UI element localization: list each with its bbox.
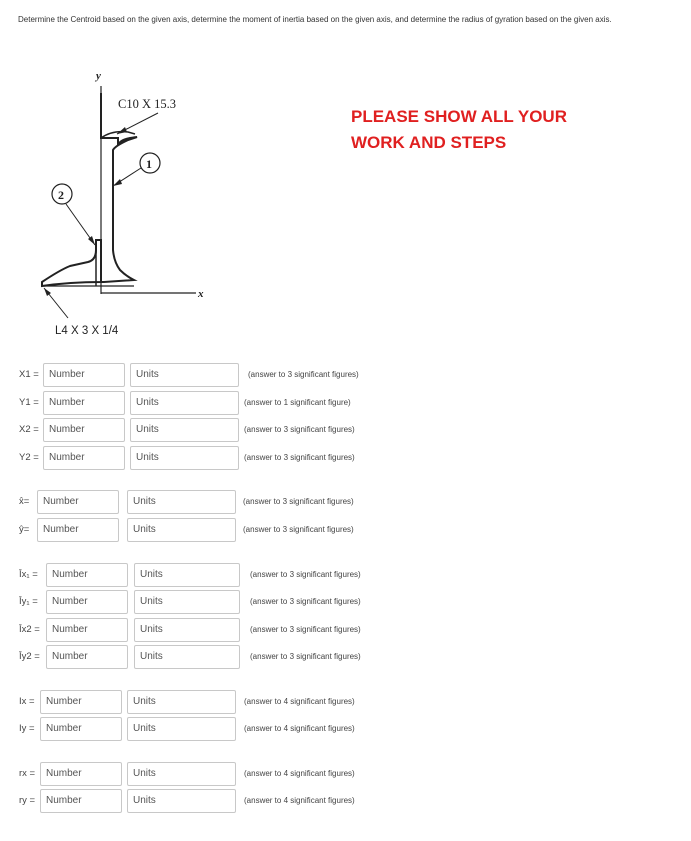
answer-variable-label: Īy₁ = — [19, 596, 38, 607]
answer-variable-label: Iy = — [19, 723, 35, 734]
answer-row — [0, 490, 691, 514]
sig-fig-hint: (answer to 3 significant figures) — [244, 453, 355, 462]
sig-fig-hint: (answer to 4 significant figures) — [244, 724, 355, 733]
units-input[interactable]: Units — [134, 563, 240, 587]
answer-row — [0, 789, 691, 813]
number-input[interactable]: Number — [43, 418, 125, 442]
number-input[interactable]: Number — [40, 789, 122, 813]
y-axis-label: y — [96, 70, 101, 82]
units-input[interactable]: Units — [127, 789, 236, 813]
answer-row — [0, 590, 691, 614]
units-input[interactable]: Units — [134, 645, 240, 669]
answer-variable-label: Īx₁ = — [19, 569, 38, 580]
answer-row — [0, 645, 691, 669]
units-input[interactable]: Units — [130, 363, 239, 387]
answer-variable-label: ry = — [19, 795, 36, 806]
number-input[interactable]: Number — [37, 490, 119, 514]
answer-row — [0, 618, 691, 642]
sig-fig-hint: (answer to 3 significant figures) — [250, 570, 361, 579]
angle-shape — [42, 240, 101, 286]
sig-fig-hint: (answer to 3 significant figures) — [250, 597, 361, 606]
answer-row — [0, 563, 691, 587]
x-axis-label: x — [198, 288, 204, 300]
answer-row — [0, 518, 691, 542]
answer-variable-label: ŷ= — [19, 524, 30, 535]
answer-row — [0, 363, 691, 387]
answer-variable-label: Y1 = — [19, 397, 39, 408]
units-input[interactable]: Units — [127, 690, 236, 714]
marker-1-label: 1 — [146, 157, 152, 171]
answer-row — [0, 762, 691, 786]
note-line-2: WORK AND STEPS — [351, 133, 507, 152]
number-input[interactable]: Number — [40, 717, 122, 741]
answer-variable-label: Y2 = — [19, 452, 39, 463]
channel-shape — [101, 93, 137, 282]
number-input[interactable]: Number — [43, 363, 125, 387]
answer-row — [0, 717, 691, 741]
number-input[interactable]: Number — [43, 391, 125, 415]
sig-fig-hint: (answer to 3 significant figures) — [243, 497, 354, 506]
answer-row — [0, 418, 691, 442]
number-input[interactable]: Number — [46, 645, 128, 669]
question-text: Determine the Centroid based on the given axis, determine the moment of inertia based on the given axis, and determine the radius of gyration based on the given axis. — [18, 15, 612, 24]
number-input[interactable]: Number — [46, 618, 128, 642]
units-input[interactable]: Units — [127, 518, 236, 542]
cross-section-figure — [0, 0, 691, 350]
angle-size-label: L4 X 3 X 1/4 — [55, 325, 119, 337]
answer-variable-label: Ix = — [19, 696, 35, 707]
note-line-1: PLEASE SHOW ALL YOUR — [351, 107, 567, 126]
units-input[interactable]: Units — [130, 418, 239, 442]
sig-fig-hint: (answer to 3 significant figures) — [243, 525, 354, 534]
answer-variable-label: Īy2 = — [19, 651, 40, 662]
number-input[interactable]: Number — [40, 690, 122, 714]
sig-fig-hint: (answer to 3 significant figures) — [248, 370, 359, 379]
answer-variable-label: Īx2 = — [19, 624, 40, 635]
units-input[interactable]: Units — [127, 762, 236, 786]
answer-row — [0, 690, 691, 714]
sig-fig-hint: (answer to 4 significant figures) — [244, 697, 355, 706]
answer-variable-label: X2 = — [19, 424, 39, 435]
number-input[interactable]: Number — [37, 518, 119, 542]
answer-row — [0, 446, 691, 470]
units-input[interactable]: Units — [130, 391, 239, 415]
number-input[interactable]: Number — [46, 563, 128, 587]
units-input[interactable]: Units — [127, 490, 236, 514]
sig-fig-hint: (answer to 3 significant figures) — [250, 625, 361, 634]
units-input[interactable]: Units — [134, 590, 240, 614]
sig-fig-hint: (answer to 3 significant figures) — [250, 652, 361, 661]
units-input[interactable]: Units — [130, 446, 239, 470]
sig-fig-hint: (answer to 3 significant figures) — [244, 425, 355, 434]
number-input[interactable]: Number — [46, 590, 128, 614]
marker-2-label: 2 — [58, 188, 64, 202]
units-input[interactable]: Units — [127, 717, 236, 741]
sig-fig-hint: (answer to 1 significant figure) — [244, 398, 351, 407]
channel-size-label: C10 X 15.3 — [118, 97, 176, 111]
number-input[interactable]: Number — [43, 446, 125, 470]
answer-variable-label: rx = — [19, 768, 36, 779]
answer-variable-label: X1 = — [19, 369, 39, 380]
answer-row — [0, 391, 691, 415]
answer-variable-label: x̂= — [19, 496, 30, 507]
number-input[interactable]: Number — [40, 762, 122, 786]
units-input[interactable]: Units — [134, 618, 240, 642]
sig-fig-hint: (answer to 4 significant figures) — [244, 769, 355, 778]
sig-fig-hint: (answer to 4 significant figures) — [244, 796, 355, 805]
